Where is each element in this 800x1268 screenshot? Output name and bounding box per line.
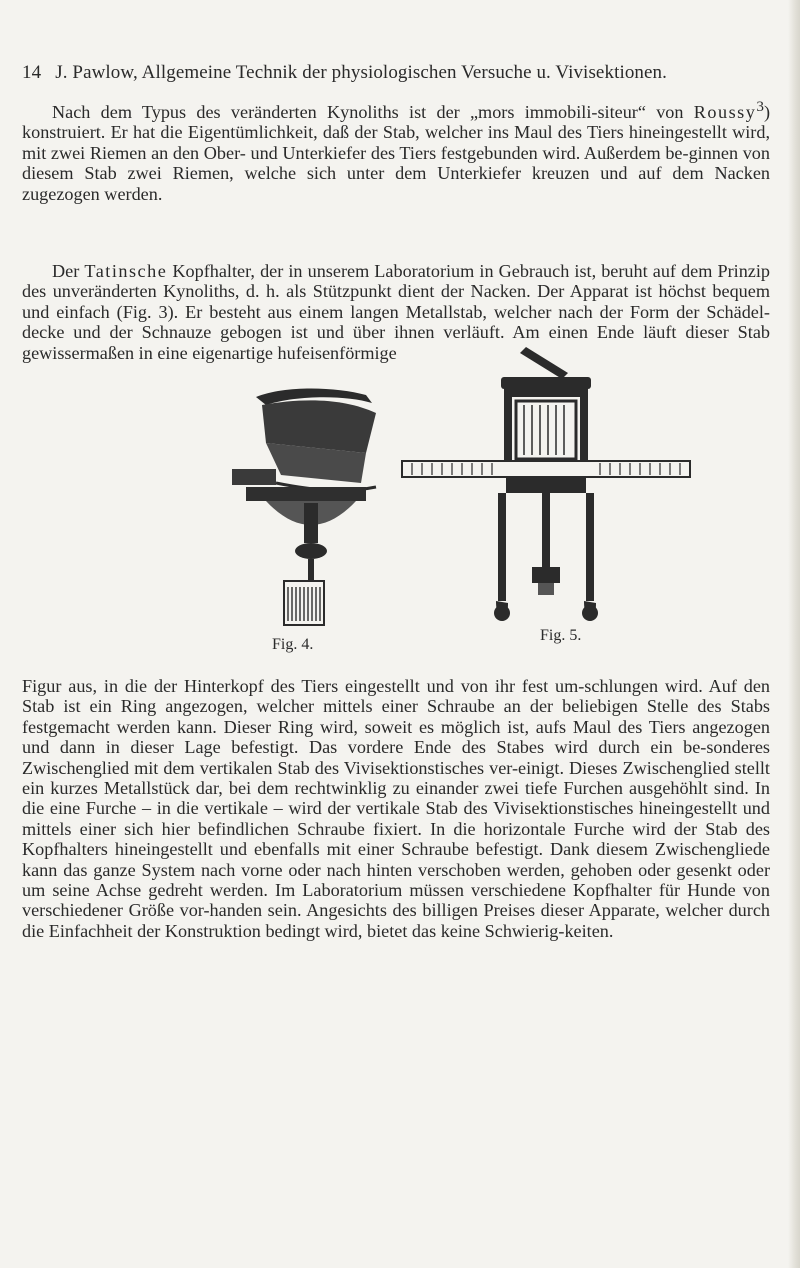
footnote-ref-3: 3 (756, 98, 764, 115)
paragraph-roussy (22, 97, 770, 204)
author-roussy: Roussy (693, 102, 757, 123)
figure-5-caption: Fig. 5. (540, 627, 582, 644)
figure-4-head-holder-side (226, 383, 392, 627)
running-title: J. Pawlow, Allgemeine Technik der physiologischen Versuche u. Vivisektionen. (55, 62, 668, 83)
author-tatin: Tatinsche (84, 261, 168, 281)
p2-text-b: Kopfhalter, der in unserem Laboratorium in Gebrauch ist, beruht auf dem Prinzip des unveränderten Kynoliths, d. h. als Stützpunkt dient der Nacken. Der Apparat ist höchst bequem und einfach (Fig. 3). Er besteht aus einem langen Metallstab, welcher nach der Form der Schädel-decke und der Schnauze gebogen ist und über ihnen verläuft. Am einen Ende läuft dieser Stab gewissermaßen in eine eigenartige hufeisenförmige (22, 261, 771, 363)
p2-text-a: Der (52, 261, 85, 281)
paragraph-continuation: Figur aus, in die der Hinterkopf des Tiers eingestellt und von ihr fest um-schlungen wird. Auf den Stab ist ein Ring angezogen, welcher mittels einer Schraube an der beliebigen Stelle des Stabs festgemacht werden kann. Dieser Ring wird, soweit es möglich ist, aufs Maul des Tiers angezogen und dann in dieser Lage befestigt. Das vordere Ende des Stabes wird durch ein be-sonderes Zwischenglied mit dem vertikalen Stab des Vivisektionstisches ver-einigt. Dieses Zwischenglied stellt ein kurzes Metallstück dar, bei dem rechtwinklig zu einander zwei tiefe Furchen ausgehöhlt sind. In die eine Furche – in die vertikale – wird der vertikale Stab des Vivisektionstisches hineingestellt und mittels einer sich hier befindlichen Schraube fixiert. In die horizontale Furche wird der Stab des Kopfhalters hineingestellt und ebenfalls mit einer Schraube befestigt. Dank diesem Zwischengliede kann das ganze System nach vorne oder nach hinten verschoben werden, gehoben oder gesenkt oder um seine Achse gedreht werden. Im Laboratorium müssen verschiedene Kopfhalter für Hunde von verschiedener Größe vor-handen sein. Angesichts des billigen Preises dieser Apparate, welcher durch die Einfachheit der Konstruktion bedingt wird, bietet das keine Schwierig-keiten. (22, 676, 770, 941)
running-header (22, 62, 782, 84)
figure-5-head-holder-top (396, 343, 696, 631)
figure-4-caption: Fig. 4. (272, 636, 314, 653)
p1-text-b: ) konstruiert. Er hat die Eigentümlichkeit, daß der Stab, welcher ins Maul des Tiers hineingestellt wird, mit zwei Riemen an den Ober- und Unterkiefer des Tiers festgebunden wird. Außerdem be-ginnen von diesem Stab zwei Riemen, welche sich unter dem Unterkiefer kreuzen und auf dem Nacken zugezogen werden. (22, 102, 770, 204)
page-number: 14 (22, 62, 42, 83)
page-edge-shadow (788, 0, 800, 1268)
p1-text-a: Nach dem Typus des veränderten Kynoliths ist der „mors immobili-siteur“ von (52, 102, 694, 123)
